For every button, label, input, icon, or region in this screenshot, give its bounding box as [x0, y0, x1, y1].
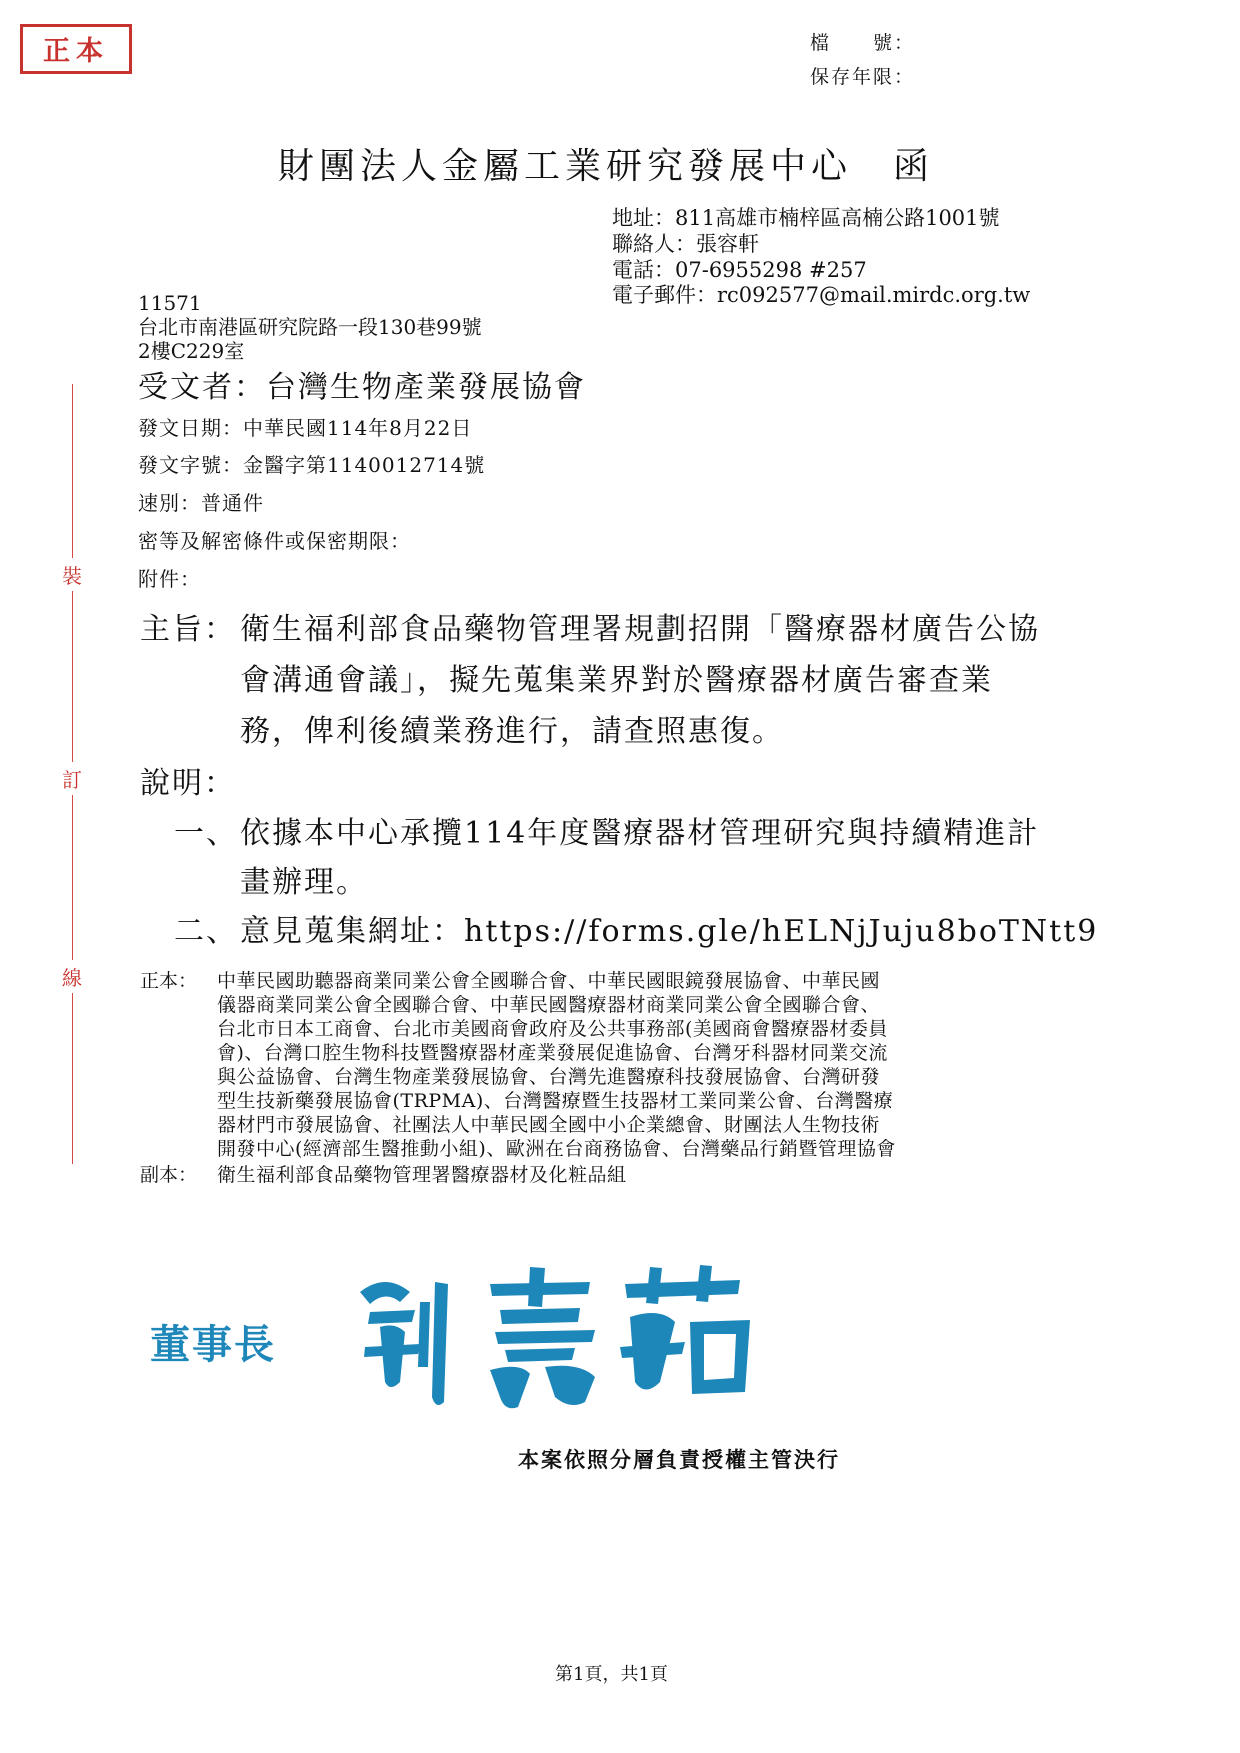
- survey-url: 意見蒐集網址：https://forms.gle/hELNjJuju8boTNtt9: [240, 914, 1099, 949]
- copy-recipients-label: 副本：: [140, 1164, 198, 1186]
- sender-contact: 聯絡人：張容軒: [612, 232, 759, 256]
- subject-line: 務，俾利後續業務進行，請查照惠復。: [240, 714, 784, 749]
- original-copy-stamp: 正本: [20, 24, 132, 74]
- sender-address: 地址：811高雄市楠梓區高楠公路1001號: [612, 206, 1000, 230]
- original-recipients-line: 開發中心(經濟部生醫推動小組)、歐洲在台商務協會、台灣藥品行銷暨管理協會: [217, 1138, 896, 1160]
- explanation-item-text: 依據本中心承攬114年度醫療器材管理研究與持續精進計: [240, 816, 1040, 851]
- issue-date: 發文日期：中華民國114年8月22日: [138, 416, 473, 440]
- secrecy-level: 密等及解密條件或保密期限：: [138, 529, 411, 553]
- recipient: 受文者：台灣生物產業發展協會: [138, 370, 586, 405]
- explanation-item-number: 二、: [174, 914, 238, 949]
- binding-mark-bind: 裝: [62, 558, 82, 591]
- original-recipients-line: 器材門市發展協會、社團法人中華民國全國中小企業總會、財團法人生物技術: [217, 1114, 881, 1136]
- signature-name: [340, 1262, 780, 1412]
- attachment: 附件：: [138, 567, 201, 591]
- explanation-item-number: 一、: [174, 816, 238, 851]
- binding-mark-staple: 訂: [62, 762, 82, 795]
- subject-label: 主旨：: [140, 612, 236, 647]
- recipient-address-line1: 台北市南港區研究院路一段130巷99號: [138, 315, 482, 339]
- subject-line: 衛生福利部食品藥物管理署規劃招開「醫療器材廣告公協: [240, 612, 1040, 647]
- binding-mark-line: 線: [62, 960, 82, 993]
- document-title: 財團法人金屬工業研究發展中心 函: [278, 146, 935, 187]
- original-recipients-label: 正本：: [140, 970, 198, 992]
- recipient-postal-code: 11571: [138, 291, 202, 315]
- copy-recipients: 衛生福利部食品藥物管理署醫療器材及化粧品組: [217, 1164, 627, 1186]
- original-recipients-line: 儀器商業同業公會全國聯合會、中華民國醫療器材商業同業公會全國聯合會、: [217, 994, 881, 1016]
- sender-email: 電子郵件：rc092577@mail.mirdc.org.tw: [612, 283, 1031, 307]
- document-number: 發文字號：金醫字第1140012714號: [138, 453, 486, 477]
- retention-period-label: 保存年限：: [810, 66, 916, 88]
- original-recipients-line: 與公益協會、台灣生物產業發展協會、台灣先進醫療科技發展協會、台灣研發: [217, 1066, 881, 1088]
- chairman-title: 董事長: [150, 1321, 276, 1368]
- delegation-note: 本案依照分層負責授權主管決行: [518, 1447, 840, 1472]
- subject-line: 會溝通會議」，擬先蒐集業界對於醫療器材廣告審查業: [240, 663, 993, 698]
- recipient-address-line2: 2樓C229室: [138, 339, 245, 363]
- original-recipients-line: 型生技新藥發展協會(TRPMA)、台灣醫療暨生技器材工業同業公會、台灣醫療: [217, 1090, 894, 1112]
- explanation-label: 說明：: [140, 766, 236, 801]
- explanation-item-text: 畫辦理。: [240, 865, 368, 900]
- page-number: 第1頁，共1頁: [555, 1664, 668, 1685]
- file-number-label: 檔 號：: [810, 32, 916, 54]
- original-recipients-line: 中華民國助聽器商業同業公會全國聯合會、中華民國眼鏡發展協會、中華民國: [217, 970, 881, 992]
- sender-phone: 電話：07-6955298 #257: [612, 258, 867, 282]
- delivery-speed: 速別：普通件: [138, 491, 264, 515]
- original-recipients-line: 台北市日本工商會、台北市美國商會政府及公共事務部(美國商會醫療器材委員: [217, 1018, 888, 1040]
- original-recipients-line: 會)、台灣口腔生物科技暨醫療器材產業發展促進協會、台灣牙科器材同業交流: [217, 1042, 888, 1064]
